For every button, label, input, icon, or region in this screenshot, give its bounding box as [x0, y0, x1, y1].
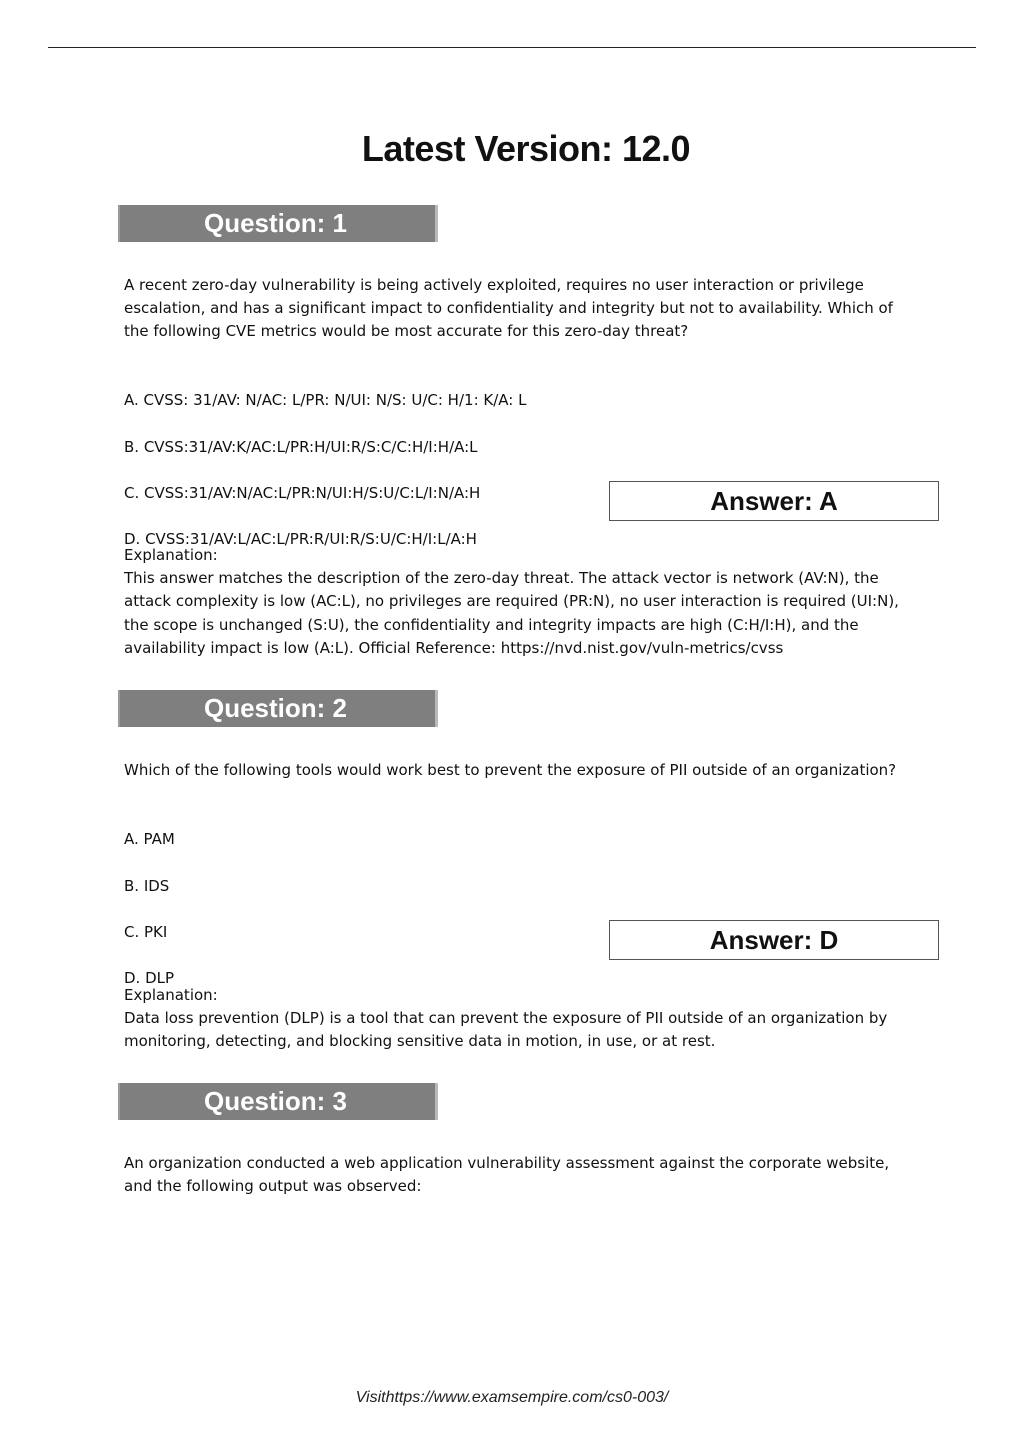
option-c: C. PKI	[124, 922, 168, 941]
option-d: D. CVSS:31/AV:L/AC:L/PR:R/UI:R/S:U/C:H/I:L/A:H	[124, 530, 477, 549]
footer-link[interactable]: Visithttps://www.examsempire.com/cs0-003/	[355, 1389, 669, 1406]
question-1-answer: Answer: A	[609, 481, 939, 521]
question-1-header: Question: 1	[118, 205, 438, 242]
page-title: Latest Version: 12.0	[361, 128, 691, 169]
question-2-text: Which of the following tools would work best to prevent the exposure of PII outside of an organization?	[124, 761, 897, 779]
question-2-header: Question: 2	[118, 690, 438, 727]
top-rule	[48, 47, 976, 48]
option-b: B. IDS	[124, 876, 170, 895]
option-a: A. CVSS: 31/AV: N/AC: L/PR: N/UI: N/S: U/C: H/1: K/A: L	[124, 391, 527, 410]
question-2-explanation: Explanation: Data loss prevention (DLP) is a tool that can prevent the exposure of PII outside of an organization by monitoring, detecting, and blocking sensitive data in motion, in use, or at rest.	[124, 986, 888, 1051]
question-1-explanation: Explanation: This answer matches the description of the zero-day threat. The attack vector is network (AV:N), the attack complexity is low (AC:L), no privileges are required (PR:N), no user interaction is required (UI:N), the scope is unchanged (S:U), the confidentiality and integrity impacts are high (C:H/I:H), and the availability impact is low (A:L). Official Reference: https://nvd.nist.gov/vuln-metrics/cvss	[124, 546, 899, 657]
option-b: B. CVSS:31/AV:K/AC:L/PR:H/UI:R/S:C/C:H/I:H/A:L	[124, 437, 478, 456]
question-1-text: A recent zero-day vulnerability is being actively exploited, requires no user interaction or privilege escalation, and has a significant impact to confidentiality and integrity but not to availability. Which of the following CVE metrics would be most accurate for this zero-day threat?	[124, 276, 893, 341]
question-3-header: Question: 3	[118, 1083, 438, 1120]
option-c: C. CVSS:31/AV:N/AC:L/PR:N/UI:H/S:U/C:L/I:N/A:H	[124, 483, 481, 502]
option-d: D. DLP	[124, 969, 175, 988]
question-3-text: An organization conducted a web application vulnerability assessment against the corporate website, and the following output was observed:	[124, 1154, 890, 1196]
question-2-answer: Answer: D	[609, 920, 939, 960]
option-a: A. PAM	[124, 830, 175, 849]
question-2-options	[124, 805, 944, 1014]
